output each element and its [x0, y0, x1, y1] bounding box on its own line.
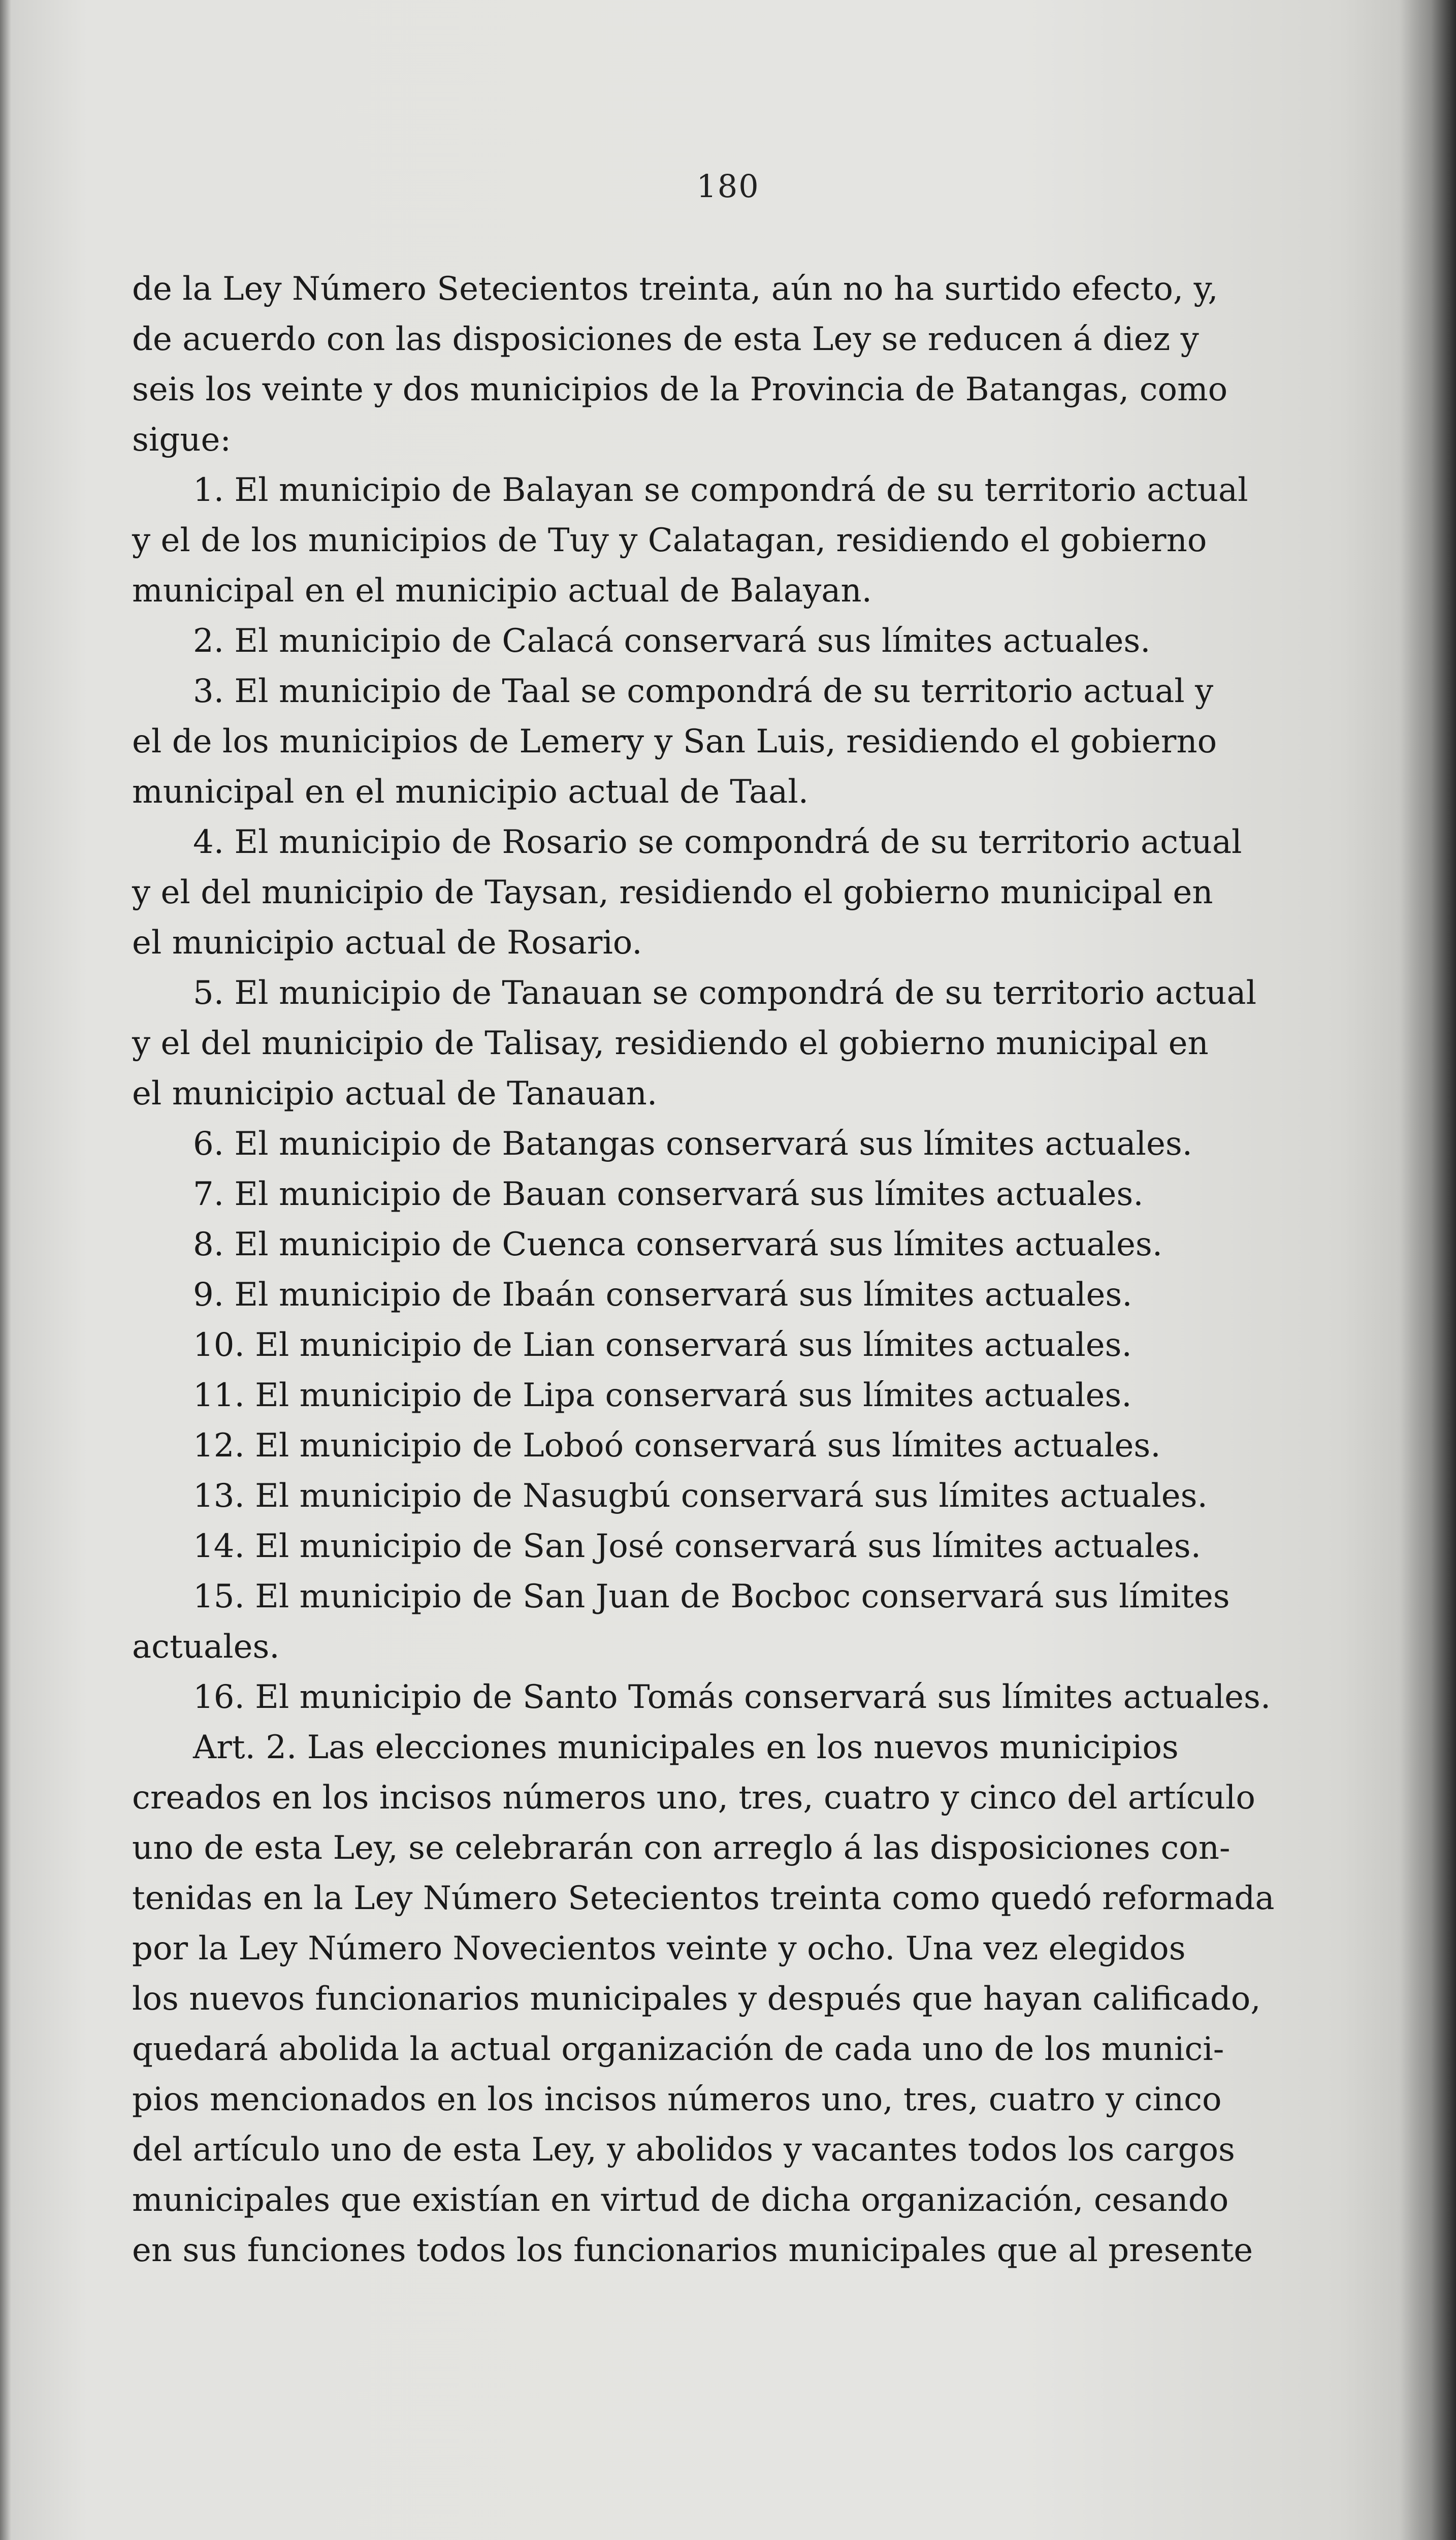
- text-line: municipal en el municipio actual de Balayan.: [132, 572, 872, 610]
- text-line: sigue:: [132, 421, 231, 459]
- text-line: de acuerdo con las disposiciones de esta Ley se reducen á diez y: [132, 321, 1199, 358]
- text-line: actuales.: [132, 1628, 280, 1666]
- page-number: 180: [696, 168, 760, 205]
- list-item-line: 6. El municipio de Batangas conservará sus límites actuales.: [193, 1125, 1192, 1163]
- list-item-line: 13. El municipio de Nasugbú conservará sus límites actuales.: [193, 1477, 1208, 1515]
- text-line: el municipio actual de Rosario.: [132, 924, 642, 962]
- article-heading-line: Art. 2. Las elecciones municipales en los nuevos municipios: [193, 1729, 1179, 1766]
- text-line: de la Ley Número Setecientos treinta, aún no ha surtido efecto, y,: [132, 270, 1218, 308]
- list-item-line: 16. El municipio de Santo Tomás conservará sus límites actuales.: [193, 1678, 1271, 1716]
- text-line: tenidas en la Ley Número Setecientos treinta como quedó reformada: [132, 1880, 1275, 1917]
- list-item-line: 9. El municipio de Ibaán conservará sus límites actuales.: [193, 1276, 1133, 1314]
- text-line: municipal en el municipio actual de Taal.: [132, 773, 809, 811]
- text-line: seis los veinte y dos municipios de la Provincia de Batangas, como: [132, 371, 1228, 408]
- list-item-line: 10. El municipio de Lian conservará sus límites actuales.: [193, 1326, 1132, 1364]
- list-item-line: 15. El municipio de San Juan de Bocboc conservará sus límites: [193, 1578, 1230, 1615]
- list-item-line: 8. El municipio de Cuenca conservará sus límites actuales.: [193, 1226, 1163, 1263]
- list-item-line: 4. El municipio de Rosario se compondrá de su territorio actual: [193, 823, 1242, 861]
- text-line: y el del municipio de Taysan, residiendo el gobierno municipal en: [132, 874, 1213, 911]
- text-line: y el del municipio de Talisay, residiendo el gobierno municipal en: [132, 1025, 1209, 1062]
- text-line: el de los municipios de Lemery y San Luis, residiendo el gobierno: [132, 723, 1217, 760]
- list-item-line: 1. El municipio de Balayan se compondrá de su territorio actual: [193, 471, 1248, 509]
- list-item-line: 11. El municipio de Lipa conservará sus límites actuales.: [193, 1377, 1132, 1414]
- text-line: por la Ley Número Novecientos veinte y ocho. Una vez elegidos: [132, 1930, 1186, 1967]
- text-line: uno de esta Ley, se celebrarán con arreglo á las disposiciones con-: [132, 1829, 1231, 1867]
- list-item-line: 3. El municipio de Taal se compondrá de su territorio actual y: [193, 673, 1214, 710]
- text-line: en sus funciones todos los funcionarios municipales que al presente: [132, 2232, 1253, 2269]
- list-item-line: 14. El municipio de San José conservará sus límites actuales.: [193, 1528, 1201, 1565]
- text-line: del artículo uno de esta Ley, y abolidos y vacantes todos los cargos: [132, 2131, 1235, 2169]
- text-line: creados en los incisos números uno, tres, cuatro y cinco del artículo: [132, 1779, 1255, 1817]
- body-text: [132, 264, 1412, 2276]
- text-line: quedará abolida la actual organización de cada uno de los munici-: [132, 2030, 1224, 2068]
- list-item-line: 5. El municipio de Tanauan se compondrá de su territorio actual: [193, 974, 1257, 1012]
- page-left-edge-shadow: [0, 0, 11, 2540]
- list-item-line: 2. El municipio de Calacá conservará sus límites actuales.: [193, 622, 1151, 660]
- text-line: el municipio actual de Tanauan.: [132, 1075, 658, 1113]
- text-line: y el de los municipios de Tuy y Calatagan, residiendo el gobierno: [132, 522, 1207, 559]
- list-item-line: 12. El municipio de Loboó conservará sus límites actuales.: [193, 1427, 1161, 1465]
- text-line: los nuevos funcionarios municipales y después que hayan calificado,: [132, 1980, 1261, 2018]
- list-item-line: 7. El municipio de Bauan conservará sus límites actuales.: [193, 1176, 1144, 1213]
- text-line: pios mencionados en los incisos números uno, tres, cuatro y cinco: [132, 2081, 1222, 2118]
- text-line: municipales que existían en virtud de dicha organización, cesando: [132, 2181, 1229, 2219]
